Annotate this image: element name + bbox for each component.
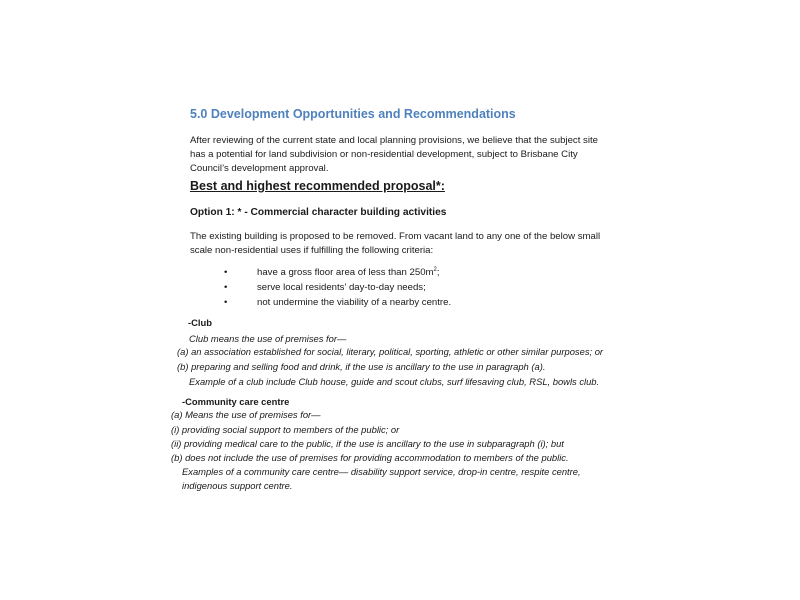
community-care-label: -Community care centre — [182, 396, 290, 407]
option-1-desc-line-2: scale non-residential uses if fulfilling the following criteria: — [190, 245, 434, 256]
bullet-icon: • — [224, 297, 228, 308]
intro-paragraph-line-3: Council’s development approval. — [190, 163, 329, 174]
bullet-icon: • — [224, 282, 228, 293]
community-care-line-4: (b) does not include the use of premises for providing accommodation to members of the public. — [171, 452, 569, 463]
superscript-2: 2 — [433, 266, 437, 273]
bullet-icon: • — [224, 267, 228, 278]
option-1-title: Option 1: * - Commercial character building activities — [190, 207, 447, 218]
bullet-item-2: serve local residents' day-to-day needs; — [257, 282, 426, 293]
community-care-line-6: indigenous support centre. — [182, 480, 293, 491]
option-1-desc-line-1: The existing building is proposed to be removed. From vacant land to any one of the below small — [190, 231, 601, 242]
bullet-item-1-text: have a gross floor area of less than 250m — [257, 267, 434, 278]
proposal-subtitle: Best and highest recommended proposal*: — [190, 179, 445, 193]
club-line-2: (a) an association established for social, literary, political, sporting, athletic or other similar purposes; or — [177, 346, 604, 357]
community-care-line-3: (ii) providing medical care to the public, if the use is ancillary to the use in subparagraph (i); but — [171, 438, 564, 449]
club-line-3: (b) preparing and selling food and drink, if the use is ancillary to the use in paragraph (a). — [177, 361, 546, 372]
club-line-4: Example of a club include Club house, guide and scout clubs, surf lifesaving club, RSL, bowls club. — [189, 376, 600, 387]
bullet-item-3: not undermine the viability of a nearby centre. — [257, 297, 452, 308]
community-care-line-5: Examples of a community care centre— disability support service, drop-in centre, respite centre, — [182, 466, 581, 477]
intro-paragraph-line-1: After reviewing of the current state and local planning provisions, we believe that the subject site — [190, 135, 598, 146]
club-line-1: Club means the use of premises for— — [189, 333, 347, 344]
section-heading: 5.0 Development Opportunities and Recommendations — [190, 107, 516, 121]
intro-paragraph-line-2: has a potential for land subdivision or non-residential development, subject to Brisbane City — [190, 149, 578, 160]
community-care-line-1: (a) Means the use of premises for— — [171, 409, 321, 420]
club-label: -Club — [188, 317, 212, 328]
community-care-line-2: (i) providing social support to members of the public; or — [171, 424, 400, 435]
bullet-item-1 — [257, 267, 440, 278]
bullet-item-1-tail: ; — [436, 267, 440, 278]
